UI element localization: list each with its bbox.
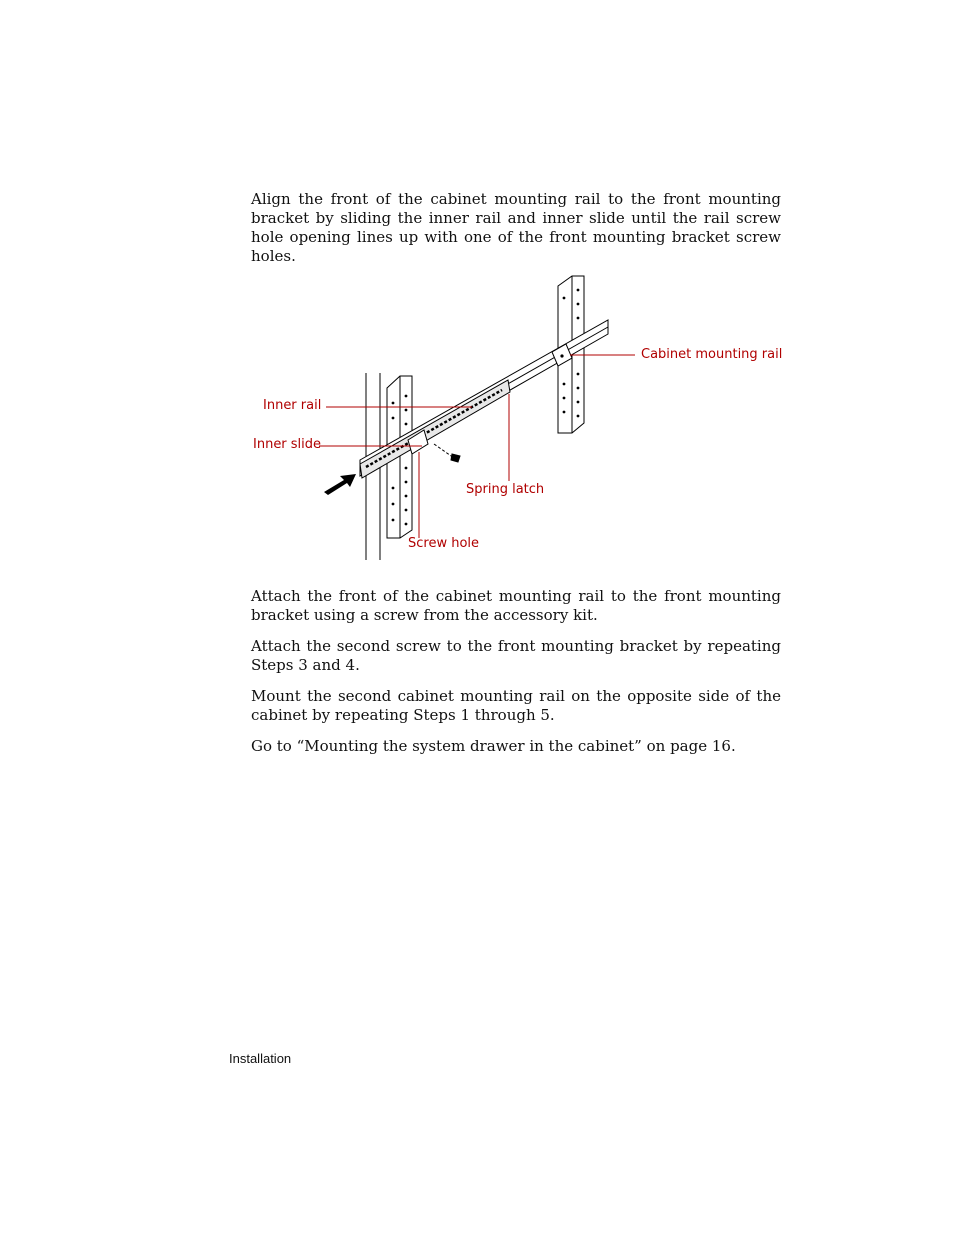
step-7-text: Go to “Mounting the system drawer in the cabinet” on page 16. <box>251 737 736 755</box>
pull-arrow-icon <box>324 474 356 495</box>
callout-screw-hole: Screw hole <box>408 536 480 551</box>
step-6-text: Mount the second cabinet mounting rail on the opposite side of the cabinet by repeating Steps 1 through 5. <box>251 687 781 724</box>
step-5-text: Attach the second screw to the front mounting bracket by repeating Steps 3 and 4. <box>251 637 781 674</box>
callout-cabinet-mounting-rail: Cabinet mounting rail <box>641 347 783 362</box>
step-3-text: Align the front of the cabinet mounting rail to the front mounting bracket by sliding the inner rail and inner slide until the rail screw hole opening lines up with one of the front mounting bracket screw holes. <box>251 190 781 265</box>
step-4-text: Attach the front of the cabinet mounting rail to the front mounting bracket using a screw from the accessory kit. <box>251 587 781 624</box>
footer-section-label: Installation <box>229 1051 292 1066</box>
callout-inner-rail: Inner rail <box>263 398 322 413</box>
callout-spring-latch: Spring latch <box>466 482 545 497</box>
callout-inner-slide: Inner slide <box>253 437 322 452</box>
rail-alignment-figure <box>240 268 800 568</box>
rail-illustration <box>240 268 800 568</box>
